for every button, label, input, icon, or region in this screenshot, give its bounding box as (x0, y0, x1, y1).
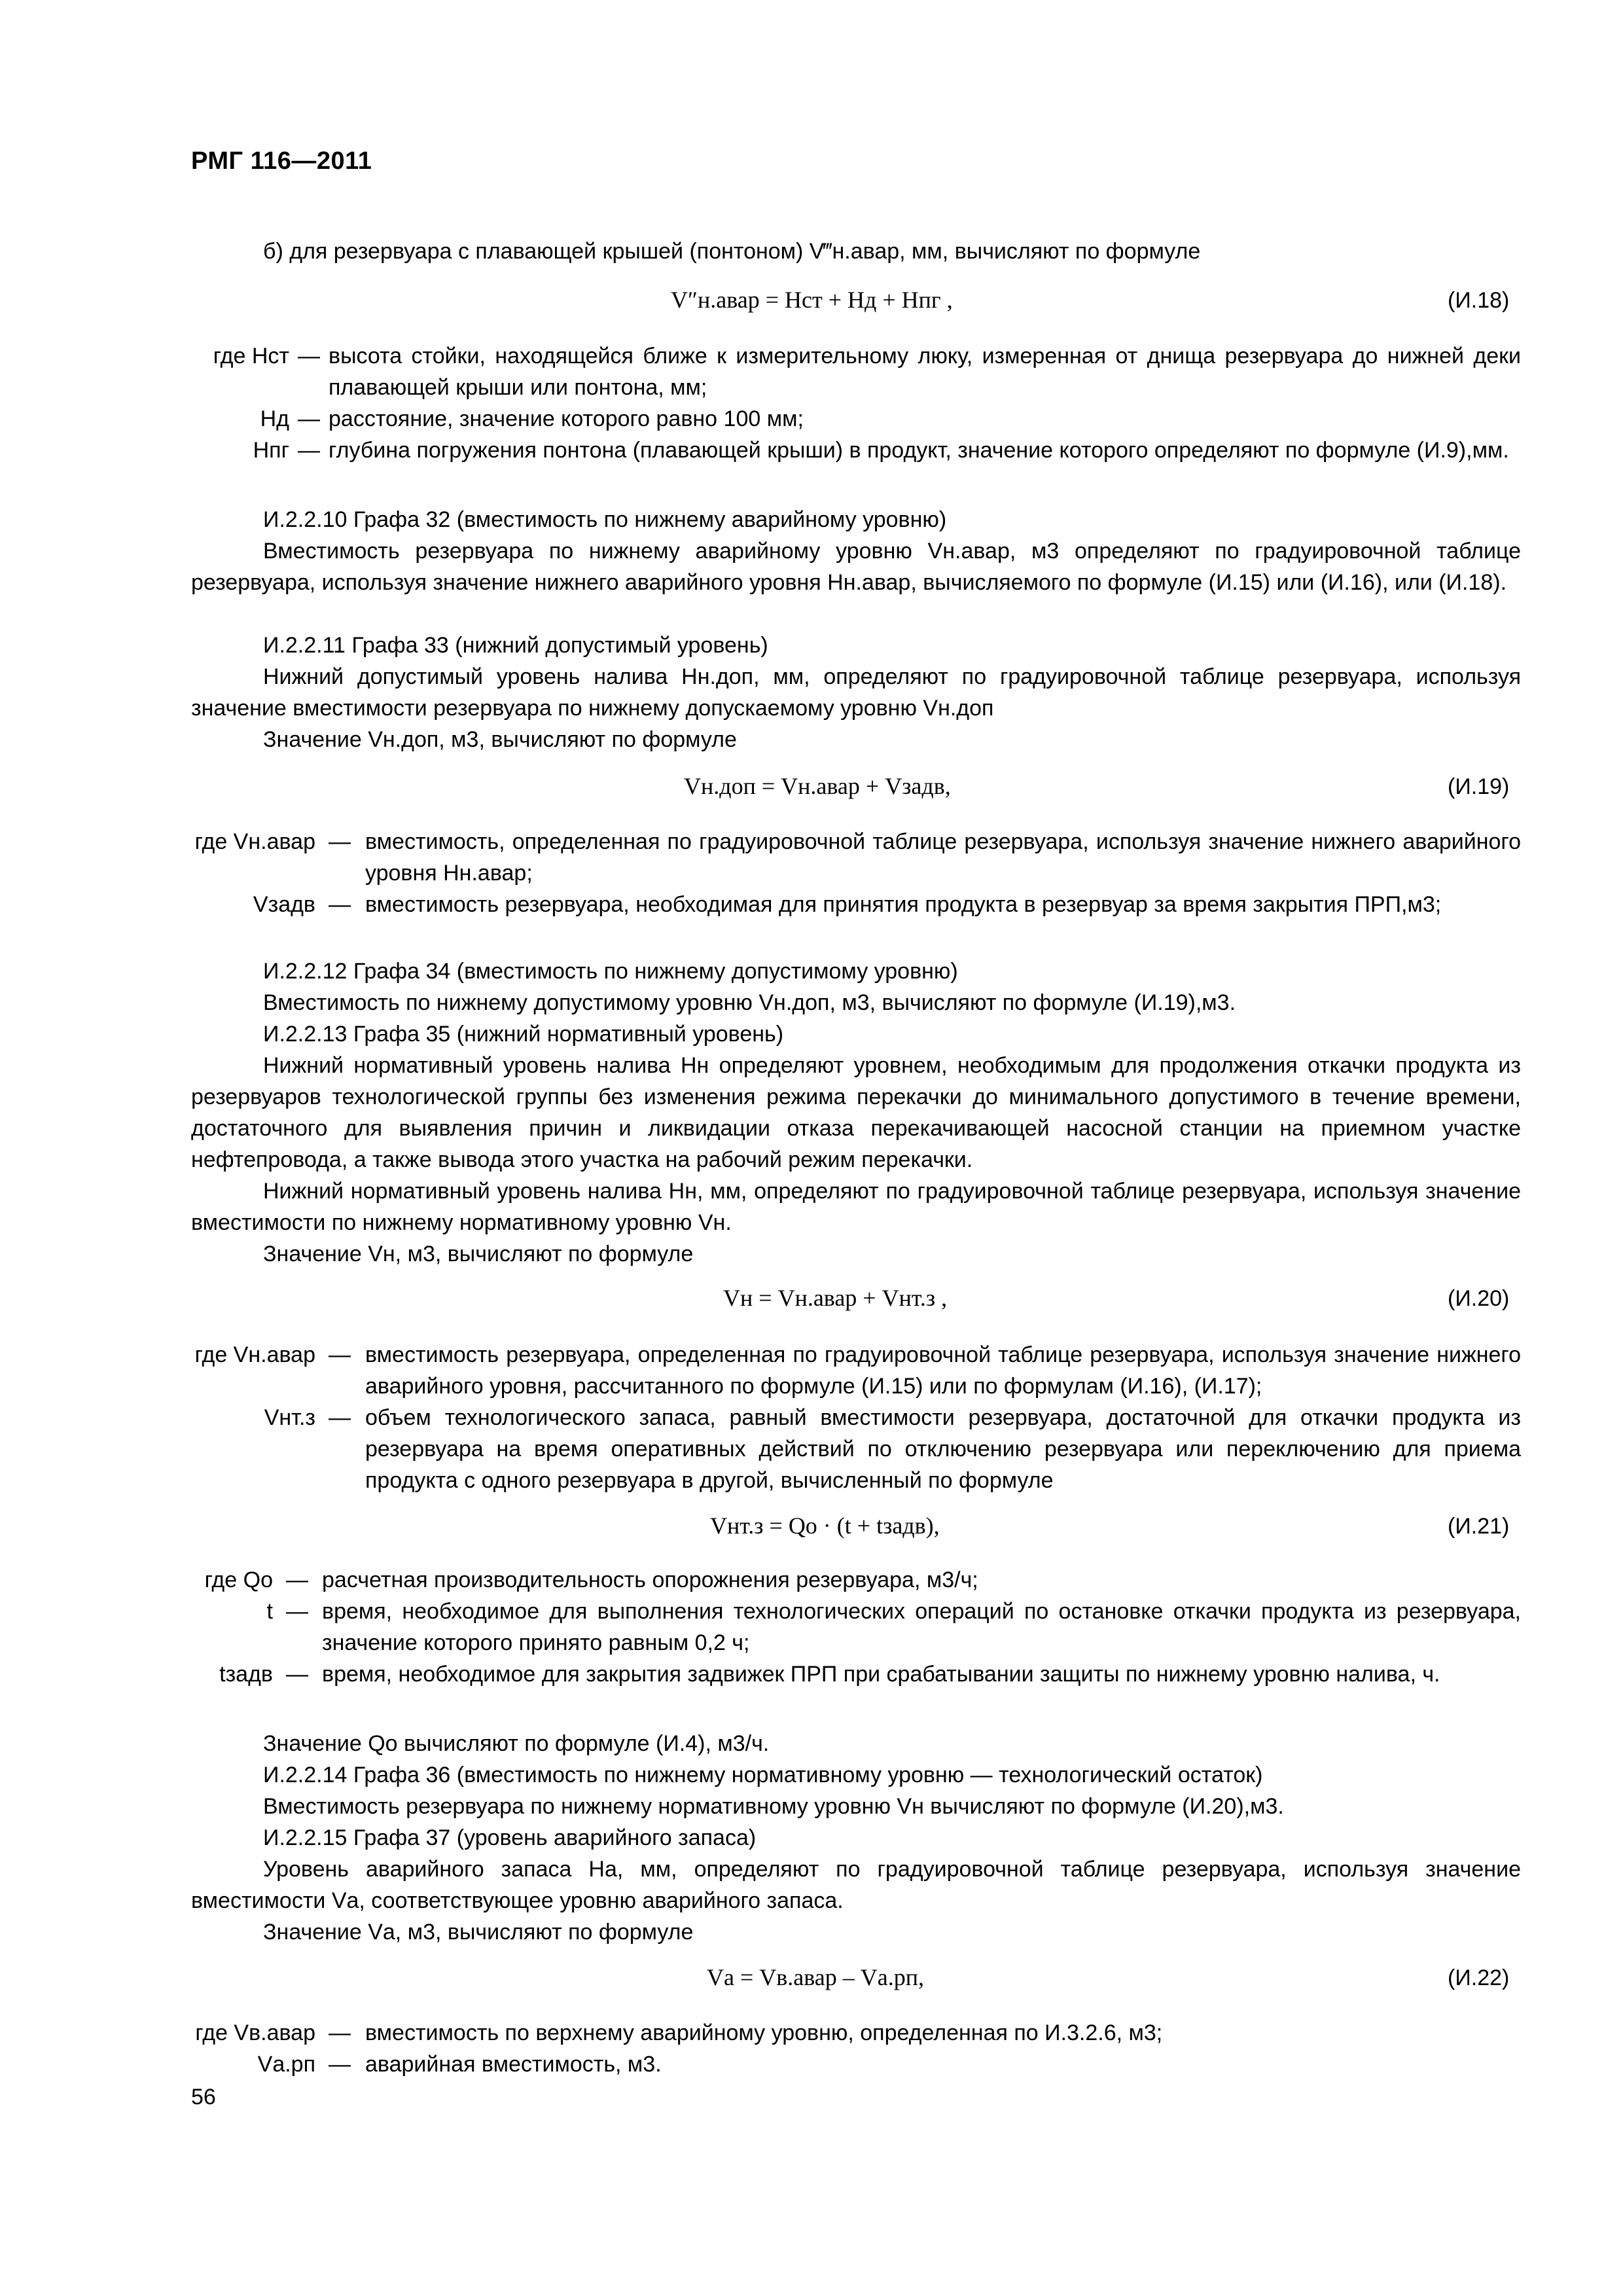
definition-text: вместимость резервуара, необходимая для принятия продукта в резервуар за время закрытия ПРП,м3; (365, 892, 1442, 917)
paragraph-2213-value: Значение Vн, м3, вычисляют по формуле (263, 1242, 694, 1266)
definition-symbol: tзадв (219, 1662, 273, 1687)
definition-symbol: где Qо (204, 1568, 273, 1592)
definition-symbol: где Vв.авар (195, 2020, 315, 2045)
definition-symbol: где Vн.авар (194, 1342, 315, 1367)
paragraph-2214: Вместимость резервуара по нижнему нормативному уровню Vн вычисляют по формуле (И.20),м3. (263, 1794, 1284, 1819)
paragraph-intro-b: б) для резервуара с плавающей крышей (понтоном) V‴н.авар, мм, вычисляют по формуле (263, 239, 1201, 264)
definition-symbol: Hд (260, 406, 289, 431)
document-code-header: РМГ 116—2011 (191, 147, 372, 175)
paragraph-2215: Уровень аварийного запаса Hа, мм, определяют по градуировочной таблице резервуара, используя значение вместимости Vа, соответствующее уровню аварийного запаса. (191, 1857, 1521, 1913)
formula-i22: Vа = Vв.авар – Vа.рп, (707, 1964, 924, 1990)
definition-text: вместимость, определенная по градуировочной таблице резервуара, используя значение нижнего аварийного уровня Hн.авар; (365, 829, 1521, 886)
paragraph-2211-value: Значение Vн.доп, м3, вычисляют по формуле (263, 727, 737, 752)
definition-item: Hд — расстояние, значение которого равно 100 мм; (191, 403, 1521, 435)
definition-item: Hпг — глубина погружения понтона (плавающей крыши) в продукт, значение которого определяют по формуле (И.9),мм. (191, 435, 1521, 497)
definition-item: tзадв — время, необходимое для закрытия задвижек ПРП при срабатывании защиты по нижнему уровню налива, ч. (191, 1659, 1521, 1721)
definition-item: где Vн.авар — вместимость, определенная по градуировочной таблице резервуара, используя значение нижнего аварийного уровня Hн.авар; (191, 826, 1521, 889)
formula-i20: Vн = Vн.авар + Vнт.з , (723, 1285, 948, 1311)
paragraph-2215-value: Значение Vа, м3, вычисляют по формуле (263, 1920, 694, 1945)
paragraph-qo-value: Значение Qо вычисляют по формуле (И.4), м3/ч. (263, 1731, 770, 1756)
definition-text: аварийная вместимость, м3. (365, 2052, 662, 2077)
paragraph-2211: Нижний допустимый уровень налива Hн.доп, мм, определяют по градуировочной таблице резервуара, используя значение вместимости резервуара по нижнему допускаемому уровню Vн.доп (191, 664, 1521, 721)
paragraph-2213-b: Нижний нормативный уровень налива Hн, мм, определяют по градуировочной таблице резервуара, используя значение вместимости по нижнему нормативному уровню Vн. (191, 1179, 1521, 1235)
definition-symbol: Hпг (253, 438, 289, 463)
definition-text: глубина погружения понтона (плавающей крыши) в продукт, значение которого определяют по формуле (И.9),мм. (329, 438, 1509, 463)
section-heading-2210: И.2.2.10 Графа 32 (вместимость по нижнему аварийному уровню) (263, 507, 947, 532)
definition-item: где Vн.авар — вместимость резервуара, определенная по градуировочной таблице резервуара, используя значение нижнего аварийного уровня, рассчитанного по формуле (И.15) или по формулам (И.16), (И.17); (191, 1339, 1521, 1402)
definition-symbol: t (266, 1599, 273, 1624)
paragraph-2210: Вместимость резервуара по нижнему аварийному уровню Vн.авар, м3 определяют по градуировочной таблице резервуара, используя значение нижнего аварийного уровня Hн.авар, вычисляемого по формуле (И.15) или (И.16), или (И.18). (191, 539, 1521, 595)
section-heading-2214: И.2.2.14 Графа 36 (вместимость по нижнему нормативному уровню — технологический остаток) (263, 1763, 1263, 1787)
section-heading-2215: И.2.2.15 Графа 37 (уровень аварийного запаса) (263, 1825, 757, 1850)
definition-item: t — время, необходимое для выполнения технологических операций по остановке откачки продукта из резервуара, значение которого принято равным 0,2 ч; (191, 1596, 1521, 1659)
formula-i21: Vнт.з = Qо · (t + tзадв), (710, 1513, 940, 1539)
definition-item: Vа.рп — аварийная вместимость, м3. (191, 2049, 1521, 2080)
definition-item: Vзадв — вместимость резервуара, необходимая для принятия продукта в резервуар за время закрытия ПРП,м3; (191, 889, 1521, 952)
definition-item: где Hст — высота стойки, находящейся ближе к измерительному люку, измеренная от днища резервуара до нижней деки плавающей крыши или понтона, мм; (191, 340, 1521, 403)
section-heading-2211: И.2.2.11 Графа 33 (нижний допустимый уровень) (263, 633, 768, 658)
formula-i19: Vн.доп = Vн.авар + Vзадв, (684, 773, 951, 799)
definition-text: высота стойки, находящейся ближе к измерительному люку, измеренная от днища резервуара до нижней деки плавающей крыши или понтона, мм; (329, 344, 1521, 400)
definition-text: вместимость по верхнему аварийному уровню, определенная по И.3.2.6, м3; (365, 2020, 1163, 2045)
definition-symbol: Vзадв (253, 892, 315, 917)
definition-item: где Qо — расчетная производительность опорожнения резервуара, м3/ч; (191, 1564, 1521, 1596)
formula-i18-number: (И.18) (1448, 288, 1510, 313)
definition-symbol: Vа.рп (257, 2052, 315, 2077)
formula-i18: V″н.авар = Hст + Hд + Hпг , (671, 287, 953, 313)
definition-symbol: где Hст (213, 344, 289, 368)
formula-i22-number: (И.22) (1448, 1965, 1510, 1990)
definition-text: время, необходимое для закрытия задвижек ПРП при срабатывании защиты по нижнему уровню налива, ч. (322, 1662, 1440, 1687)
page-number: 56 (191, 2085, 216, 2109)
definition-text: объем технологического запаса, равный вместимости резервуара, достаточной для откачки продукта из резервуара на время оперативных действий по отключению резервуара или переключению для приема продукта с одного резервуара в другой, вычисленный по формуле (365, 1405, 1521, 1493)
paragraph-2213-a: Нижний нормативный уровень налива Hн определяют уровнем, необходимым для продолжения откачки продукта из резервуаров технологической группы без изменения режима перекачки до минимального допустимого в течение времени, достаточного для выявления причин и ликвидации отказа перекачивающей насосной станции на приемном участке нефтепровода, а также вывода этого участка на рабочий режим перекачки. (191, 1053, 1521, 1172)
section-heading-2212: И.2.2.12 Графа 34 (вместимость по нижнему допустимому уровню) (263, 959, 958, 984)
definition-text: расчетная производительность опорожнения резервуара, м3/ч; (322, 1568, 978, 1592)
paragraph-2212: Вместимость по нижнему допустимому уровню Vн.доп, м3, вычисляют по формуле (И.19),м3. (263, 990, 1236, 1015)
definition-item: где Vв.авар — вместимость по верхнему аварийному уровню, определенная по И.3.2.6, м3; (191, 2017, 1521, 2049)
formula-i20-number: (И.20) (1448, 1286, 1510, 1311)
definition-symbol: где Vн.авар (194, 829, 315, 854)
section-heading-2213: И.2.2.13 Графа 35 (нижний нормативный уровень) (263, 1022, 784, 1047)
definition-text: время, необходимое для выполнения технологических операций по остановке откачки продукта из резервуара, значение которого принято равным 0,2 ч; (322, 1599, 1521, 1655)
definition-item: Vнт.з — объем технологического запаса, равный вместимости резервуара, достаточной для откачки продукта из резервуара на время оперативных действий по отключению резервуара или переключению для приема продукта с одного резервуара в другой, вычисленный по формуле (191, 1402, 1521, 1496)
formula-i21-number: (И.21) (1448, 1514, 1510, 1539)
definition-text: расстояние, значение которого равно 100 мм; (329, 406, 804, 431)
definition-symbol: Vнт.з (264, 1405, 315, 1430)
formula-i19-number: (И.19) (1448, 774, 1510, 799)
definition-text: вместимость резервуара, определенная по градуировочной таблице резервуара, используя значение нижнего аварийного уровня, рассчитанного по формуле (И.15) или по формулам (И.16), (И.17); (365, 1342, 1521, 1399)
